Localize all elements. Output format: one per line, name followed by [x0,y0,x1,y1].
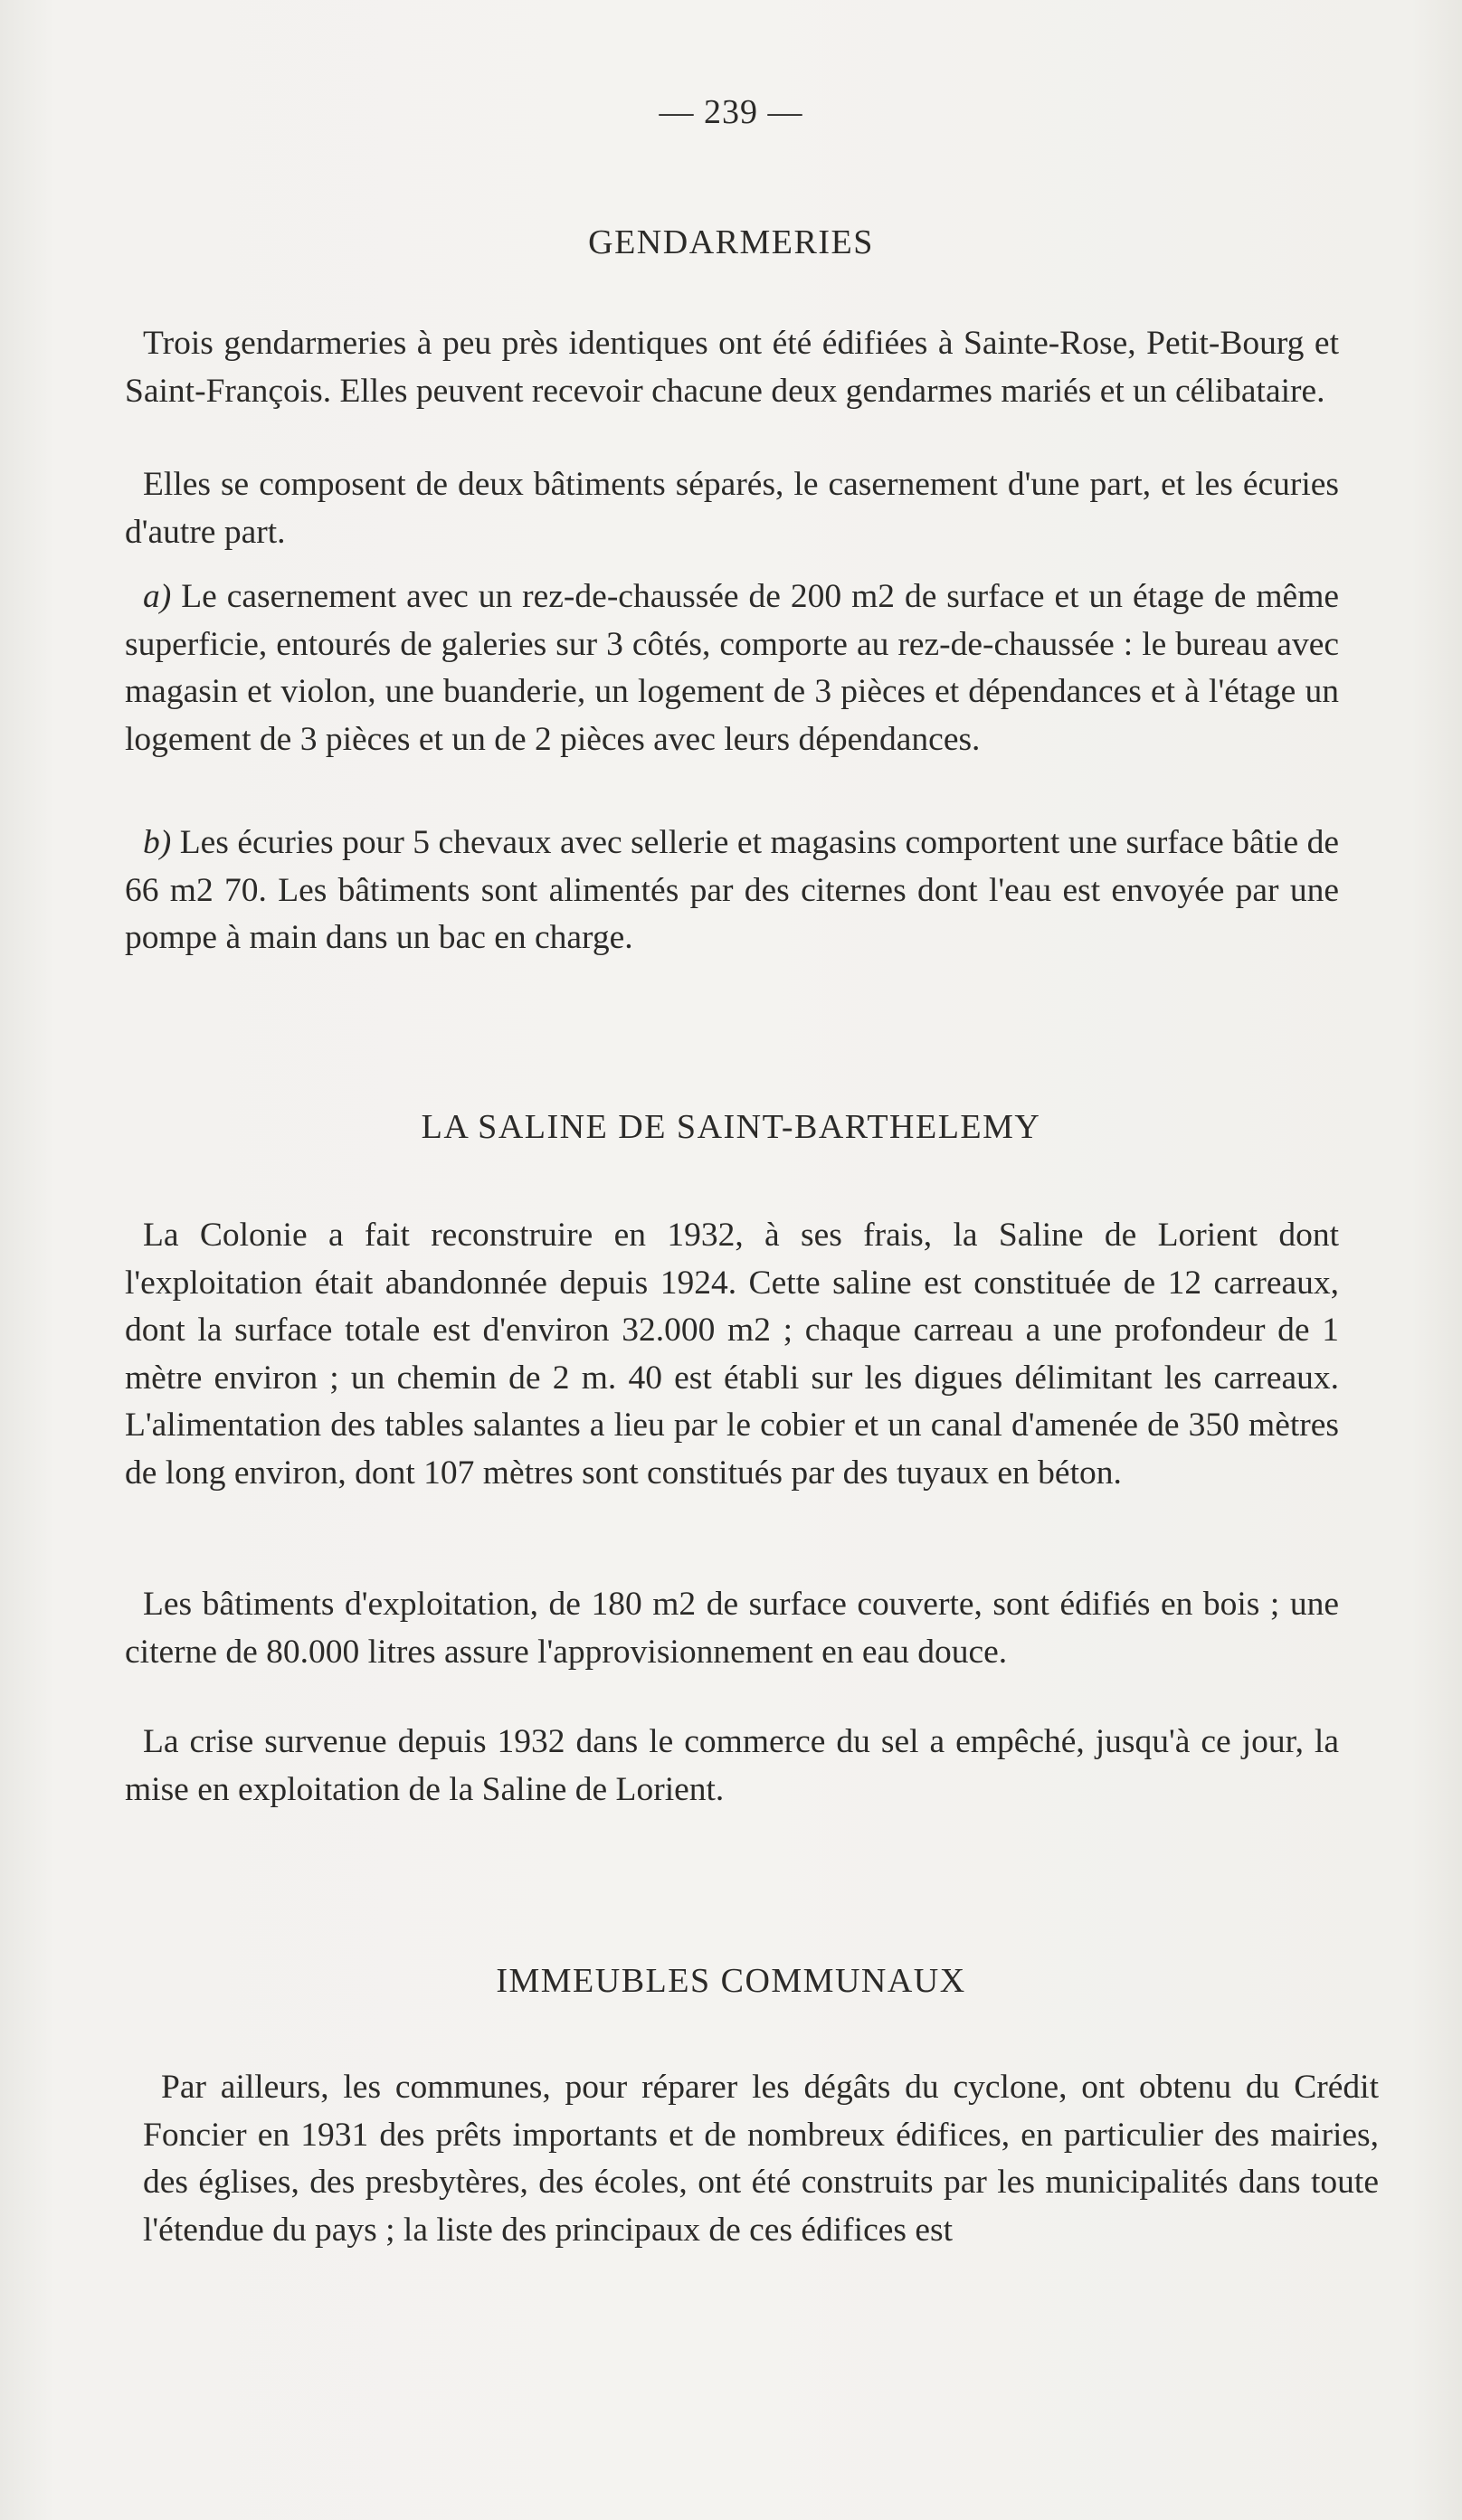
paragraph-saline-3: La crise survenue depuis 1932 dans le commerce du sel a empêché, jusqu'à ce jour, la mise en exploitation de la Saline de Lorient. [125,1723,1339,1808]
paragraph-gendarmeries-3 [125,573,1339,763]
page-number: — 239 — [659,93,803,131]
paragraph-gendarmeries-1: Trois gendarmeries à peu près identiques ont été édifiées à Sainte-Rose, Petit-Bourg et Saint-François. Elles peuvent recevoir chacune deux gendarmes mariés et un célibataire. [125,325,1339,410]
paragraph-gendarmeries-3-text: Le casernement avec un rez-de-chaussée de 200 m2 de surface et un étage de même superficie, entourés de galeries sur 3 côtés, comporte au rez-de-chaussée : le bureau avec magasin et violon, une buanderie, un logement de 3 pièces et dépendances et à l'étage un logement de 3 pièces et un de 2 pièces avec leurs dépendances. [125,578,1340,758]
paragraph-saline-2: Les bâtiments d'exploitation, de 180 m2 de surface couverte, sont édifiés en bois ; une citerne de 80.000 litres assure l'approvisionnement en eau douce. [125,1586,1339,1671]
item-label-b: b) [143,824,172,861]
paragraph-immeubles-1: Par ailleurs, les communes, pour réparer les dégâts du cyclone, ont obtenu du Crédit Foncier en 1931 des prêts importants et de nombreux édifices, en particulier des mairies, des églises, des presbytères, des écoles, ont été construits par les municipalités dans toute l'étendue du pays ; la liste des principaux de ces édifices est [143,2069,1379,2249]
paragraph-saline-1: La Colonie a fait reconstruire en 1932, à ses frais, la Saline de Lorient dont l'exploitation était abandonnée depuis 1924. Cette saline est constituée de 12 carreaux, dont la surface totale est d'environ 32.000 m2 ; chaque carreau a une profondeur de 1 mètre environ ; un chemin de 2 m. 40 est établi sur les digues délimitant les carreaux. L'alimentation des tables salantes a lieu par le cobier et un canal d'amenée de 350 mètres de long environ, dont 107 mètres sont constitués par des tuyaux en béton. [125,1217,1339,1492]
item-label-a: a) [143,578,172,615]
paragraph-gendarmeries-4-text: Les écuries pour 5 chevaux avec sellerie et magasins comportent une surface bâtie de 66 m2 70. Les bâtiments sont alimentés par des citernes dont l'eau est envoyée par une pompe à main dans un bac en charge. [125,824,1339,956]
section-title-saline: LA SALINE DE SAINT-BARTHELEMY [421,1108,1041,1146]
paragraph-gendarmeries-4 [125,819,1339,962]
section-title-gendarmeries: GENDARMERIES [588,223,874,261]
section-title-immeubles: IMMEUBLES COMMUNAUX [496,1962,966,2000]
paragraph-gendarmeries-2: Elles se composent de deux bâtiments séparés, le casernement d'une part, et les écuries d'autre part. [125,466,1339,551]
